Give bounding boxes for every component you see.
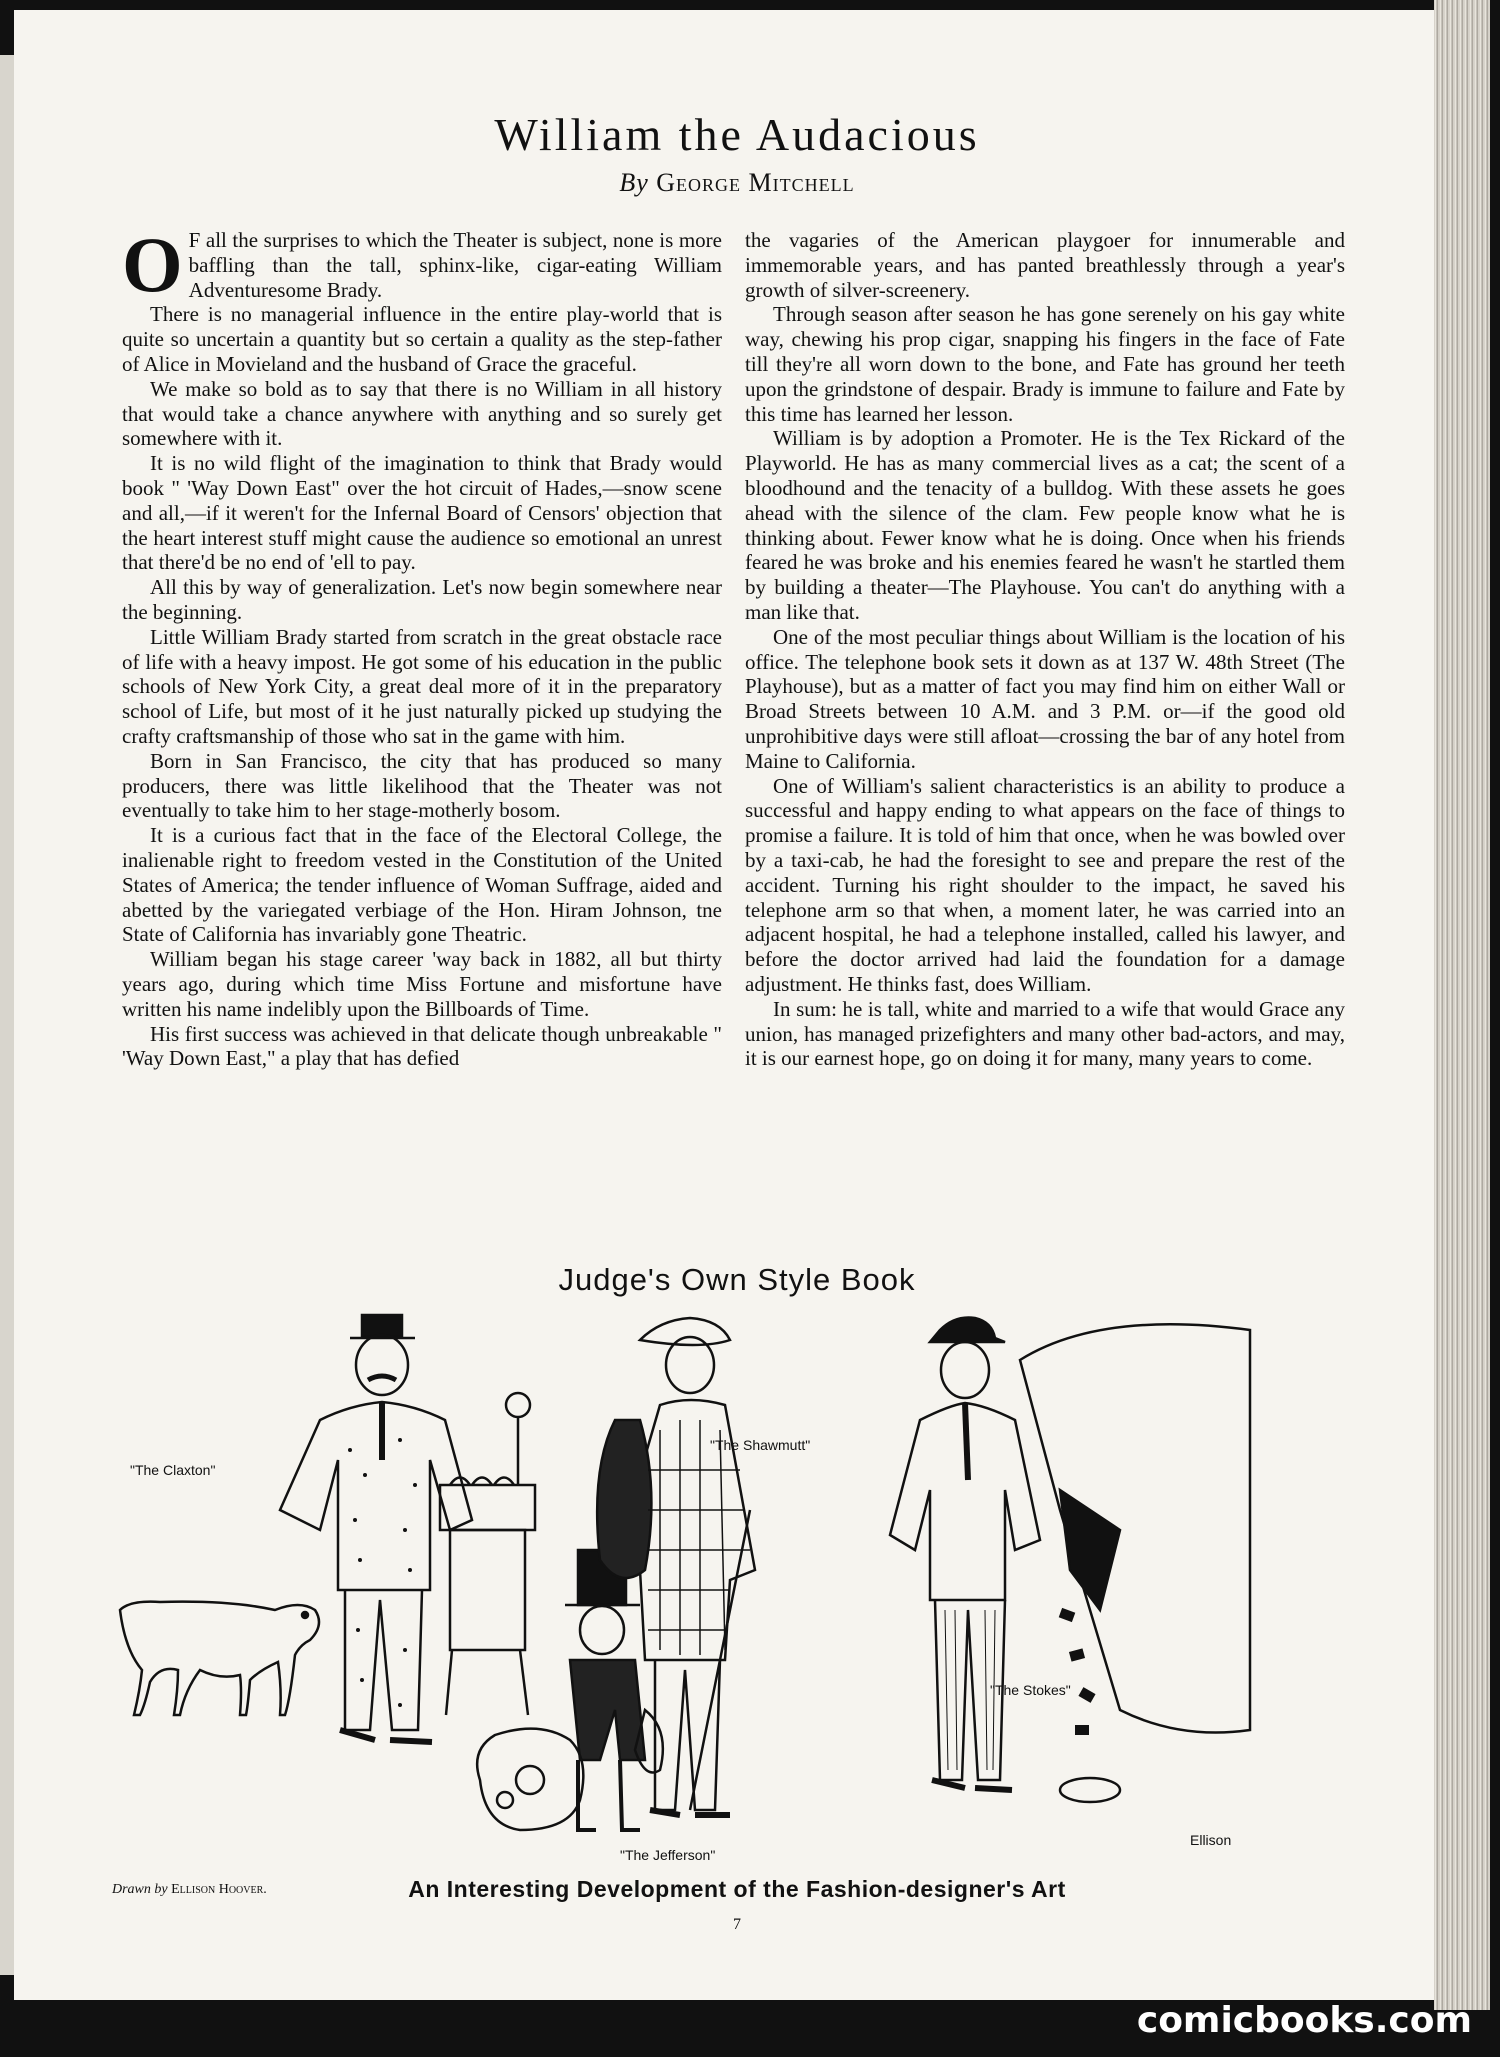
claxton-figure: [280, 1315, 472, 1742]
jefferson-figure: [477, 1550, 663, 1830]
paragraph: His first success was achieved in that delicate though unbreakable " 'Way Down East," a play that has defied: [122, 1021, 722, 1071]
credit-artist: Ellison Hoover.: [171, 1882, 267, 1897]
credit-drawn-by: Drawn by: [112, 1882, 168, 1897]
paragraph: William is by adoption a Promoter. He is the Tex Rickard of the Playworld. He has as many commercial lives as a cat; the scent of a bloodhound and the tenacity of a bulldog. With these assets he goes ahead with the silence of the clam. Few people know what he is thinking about. Fewer know what he is doing. Once when his friends feared he was broke and his enemies feared he wasn't he startled them by building a theater—The Playhouse. You can't do anything with a man like that.: [745, 426, 1345, 624]
paragraph: O F all the surprises to which the Theater is subject, none is more baffling than the tall, sphinx-like, cigar-eating William Adventuresome Brady.: [122, 221, 722, 308]
paragraph: It is a curious fact that in the face of the Electoral College, the inalienable right to freedom vested in the Constitution of the United States of America; the tender influence of Woman Suffrage, aided and abetted by the variegated verbiage of the Hon. Hiram Johnson, tne State of California has invariably gone Theatric.: [122, 823, 722, 947]
drop-cap: O: [122, 221, 183, 308]
paragraph: There is no managerial influence in the entire play-world that is quite so uncertain a quantity but so certain a quality as the step-father of Alice in Movieland and the husband of Grace the graceful.: [122, 302, 722, 376]
dog-figure: [120, 1602, 319, 1715]
byline-author: George Mitchell: [656, 168, 855, 197]
article-column-left: [122, 221, 722, 1071]
stacked-page-edges: [1434, 0, 1490, 2010]
watermark: comicbooks.com: [1136, 2000, 1472, 2041]
ticker-stand: [440, 1393, 535, 1715]
left-page-edge: [0, 55, 14, 1975]
paragraph: Little William Brady started from scratch in the great obstacle race of life with a heavy impost. He got some of his education in the public schools of New York City, a great deal more of it in the preparatory school of Life, but most of it he just naturally picked up studying the crafty craftsmanship of those who sat in the game with him.: [122, 624, 722, 748]
byline: [0, 168, 1474, 198]
article-column-right: [745, 228, 1345, 1071]
cartoon-caption: An Interesting Development of the Fashion-designer's Art: [408, 1876, 1066, 1902]
paragraph: Through season after season he has gone serenely on his gay white way, chewing his prop cigar, snapping his fingers in the face of Fate till they're all worn down to the bone, and Fate has ground her teeth upon the grindstone of despair. Brady is immune to failure and Fate by this time has learned her lesson.: [745, 302, 1345, 426]
paragraph: All this by way of generalization. Let's now begin somewhere near the beginning.: [122, 575, 722, 624]
fashion-cartoon-illustration: [100, 1310, 1350, 1870]
paragraph: One of the most peculiar things about William is the location of his office. The telephone book sets it down as at 137 W. 48th Street (The Playhouse), but as a matter of fact you may find him on either Wall or Broad Streets between 10 A.M. and 3 P.M. or—if the good old unprohibitive days were still afloat—crossing the bar of any hotel from Maine to California.: [745, 624, 1345, 773]
artist-signature: Ellison: [1190, 1832, 1232, 1848]
cartoon-heading: Judge's Own Style Book: [558, 1262, 916, 1297]
paragraph: One of William's salient characteristics is an ability to produce a successful and happy ending to what appears on the face of things to promise a failure. It is told of him that once, when he was bowled over by a taxi-cab, he had the foresight to see and prepare the rest of the accident. Turning his right shoulder to the impact, he saved his telephone arm so that when, a moment later, he was carried into an adjacent hospital, he had a telephone installed, called his lawyer, and before the doctor arrived had laid the foundation for a damage adjustment. He thinks fast, does William.: [745, 773, 1345, 996]
paragraph: William began his stage career 'way back in 1882, all but thirty years ago, during which time Miss Fortune and misfortune have written his name indelibly upon the Billboards of Time.: [122, 947, 722, 1021]
paragraph: It is no wild flight of the imagination to think that Brady would book " 'Way Down East" over the hot circuit of Hades,—snow scene and all,—if it weren't for the Infernal Board of Censors' objection that the heart interest stuff might cause the audience so emotional an unrest that there'd be no end of 'ell to pay.: [122, 451, 722, 575]
paragraph: In sum: he is tall, white and married to a wife that would Grace any union, has managed prizefighters and many other bad-actors, and may, it is our earnest hope, go on doing it for many, many years to come.: [745, 996, 1345, 1071]
paragraph: We make so bold as to say that there is no William in all history that would take a chance anywhere with anything and so surely get somewhere with it.: [122, 376, 722, 451]
article-title: William the Audacious: [494, 109, 980, 160]
label-jefferson: "The Jefferson": [620, 1847, 716, 1863]
paragraph-continued: the vagaries of the American playgoer for innumerable and immemorable years, and has panted breathlessly through a year's growth of silver-screenery.: [745, 228, 1345, 302]
stokes-figure: [890, 1318, 1250, 1849]
label-claxton: "The Claxton": [130, 1462, 216, 1478]
byline-by: By: [619, 168, 649, 197]
page-number: 7: [733, 1916, 741, 1933]
paragraph: Born in San Francisco, the city that has produced so many producers, there was little likelihood that the Theater was not eventually to take him to her stage-motherly bosom.: [122, 748, 722, 823]
label-stokes: "The Stokes": [990, 1682, 1071, 1698]
label-shawmutt: "The Shawmutt": [710, 1437, 811, 1453]
